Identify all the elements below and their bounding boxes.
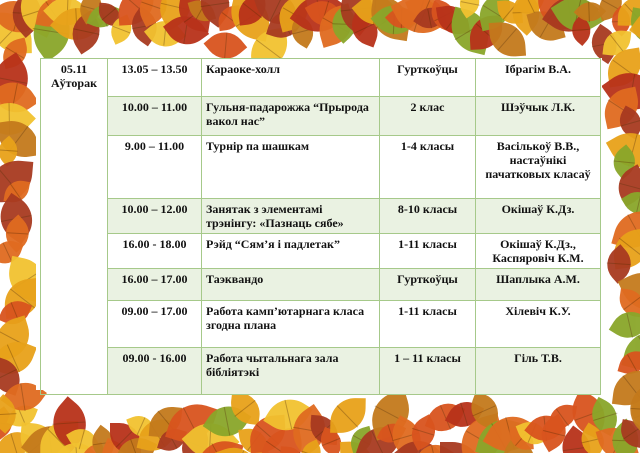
event-cell: Работа чытальнага зала бібліятэкі bbox=[202, 348, 380, 395]
table-row bbox=[41, 199, 601, 234]
time-cell: 10.00 – 11.00 bbox=[108, 97, 202, 136]
event-cell: Караоке-холл bbox=[202, 59, 380, 97]
time-cell: 09.00 – 17.00 bbox=[108, 301, 202, 348]
table-row bbox=[41, 269, 601, 301]
table-row bbox=[41, 97, 601, 136]
group-cell: Гурткоўцы bbox=[380, 59, 476, 97]
table-row bbox=[41, 136, 601, 199]
day-date: 05.11 bbox=[60, 62, 88, 76]
event-cell: Работа камп’ютарнага класа згодна плана bbox=[202, 301, 380, 348]
group-cell: 1-4 класы bbox=[380, 136, 476, 199]
time-cell: 9.00 – 11.00 bbox=[108, 136, 202, 199]
table-row bbox=[41, 348, 601, 395]
responsible-cell: Васількоў В.В., настаўнікі пачатковых класаў bbox=[476, 136, 601, 199]
schedule-table bbox=[40, 58, 601, 395]
group-cell: 2 клас bbox=[380, 97, 476, 136]
responsible-cell: Шэўчык Л.К. bbox=[476, 97, 601, 136]
table-row bbox=[41, 234, 601, 269]
time-cell: 13.05 – 13.50 bbox=[108, 59, 202, 97]
responsible-cell: Шаплыка А.М. bbox=[476, 269, 601, 301]
time-cell: 16.00 - 18.00 bbox=[108, 234, 202, 269]
event-cell: Рэйд “Сям’я і падлетак” bbox=[202, 234, 380, 269]
responsible-cell: Хілевіч К.У. bbox=[476, 301, 601, 348]
day-weekday: Аўторак bbox=[51, 76, 97, 90]
group-cell: 1-11 класы bbox=[380, 234, 476, 269]
day-cell bbox=[41, 59, 108, 395]
table-row bbox=[41, 301, 601, 348]
event-cell: Таэквандо bbox=[202, 269, 380, 301]
group-cell: 1-11 класы bbox=[380, 301, 476, 348]
group-cell: Гурткоўцы bbox=[380, 269, 476, 301]
time-cell: 09.00 - 16.00 bbox=[108, 348, 202, 395]
responsible-cell: Окішаў К.Дз. bbox=[476, 199, 601, 234]
responsible-cell: Гіль Т.В. bbox=[476, 348, 601, 395]
event-cell: Гульня-падарожжа “Прырода вакол нас” bbox=[202, 97, 380, 136]
group-cell: 1 – 11 класы bbox=[380, 348, 476, 395]
responsible-cell: Окішаў К.Дз., Каспяровіч К.М. bbox=[476, 234, 601, 269]
time-cell: 10.00 – 12.00 bbox=[108, 199, 202, 234]
responsible-cell: Ібрагім В.А. bbox=[476, 59, 601, 97]
table-row bbox=[41, 59, 601, 97]
time-cell: 16.00 – 17.00 bbox=[108, 269, 202, 301]
event-cell: Турнір па шашкам bbox=[202, 136, 380, 199]
group-cell: 8-10 класы bbox=[380, 199, 476, 234]
event-cell: Занятак з элементамі трэнінгу: «Пазнаць сябе» bbox=[202, 199, 380, 234]
